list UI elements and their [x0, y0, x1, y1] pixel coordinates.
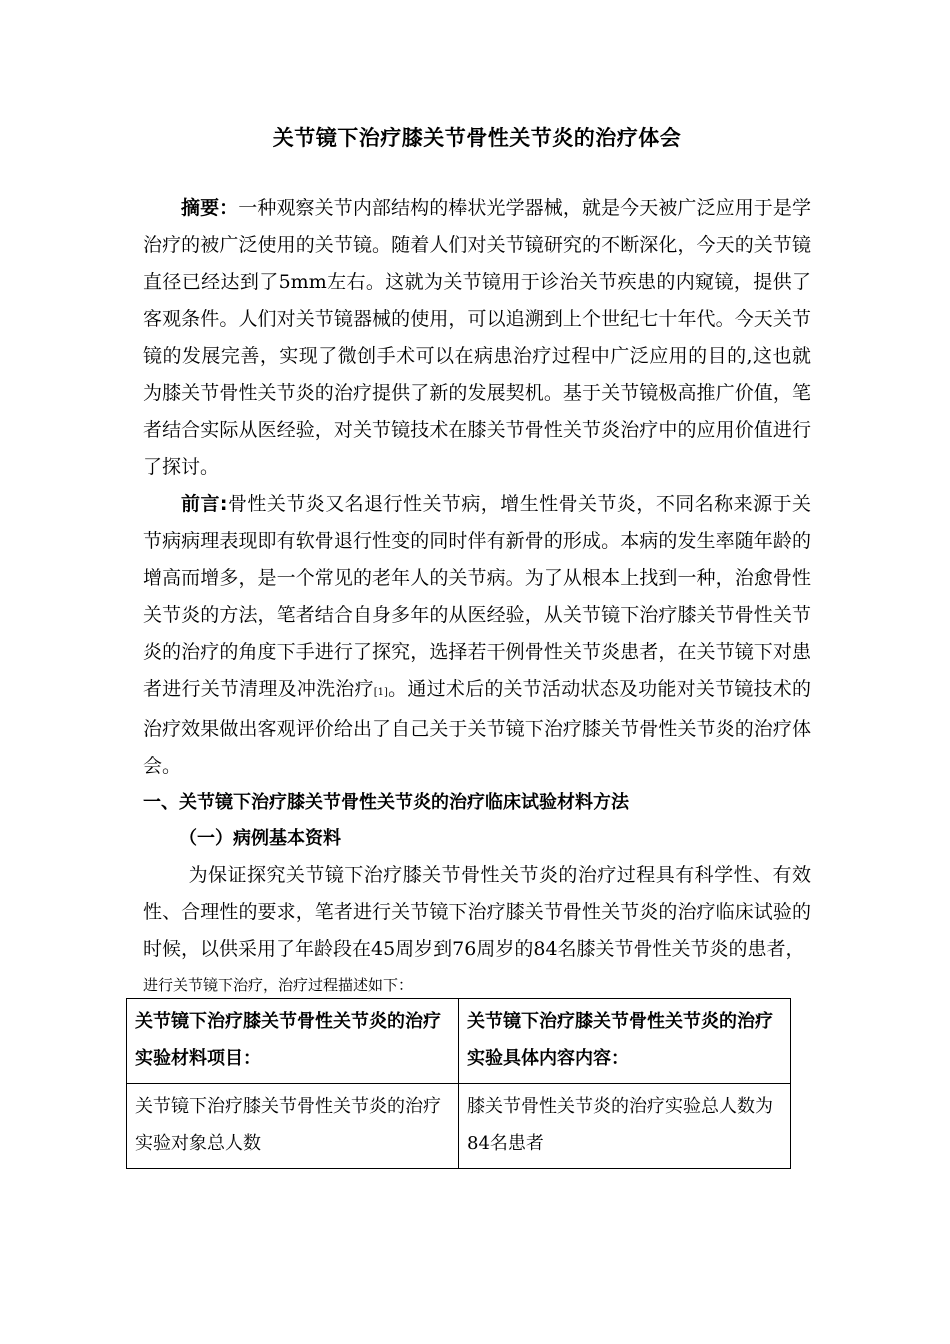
document-title: 关节镜下治疗膝关节骨性关节炎的治疗体会	[272, 126, 682, 150]
subsection-heading: （一）病例基本资料	[179, 828, 341, 849]
preface-label: 前言:	[181, 493, 228, 515]
table-cell: 关节镜下治疗膝关节骨性关节炎的治疗实验对象总人数	[127, 1084, 459, 1169]
table-header-cell: 关节镜下治疗膝关节骨性关节炎的治疗实验材料项目：	[127, 999, 459, 1084]
citation-ref: [1]	[373, 687, 388, 698]
section-small-line: 进行关节镜下治疗，治疗过程描述如下：	[143, 976, 414, 994]
preface-text-end: 。通过术后的关节活动状态及功能对关节镜技术的治疗效果做出客观评价给出了自己关于关节镜下治疗膝关节骨性关节炎的治疗体会。	[143, 678, 811, 777]
section-heading: 一、关节镜下治疗膝关节骨性关节炎的治疗临床试验材料方法	[143, 792, 629, 813]
abstract-paragraph	[143, 190, 811, 486]
preface-paragraph	[143, 486, 811, 785]
table-row	[127, 1084, 791, 1169]
section-paragraph: 为保证探究关节镜下治疗膝关节骨性关节炎的治疗过程具有科学性、有效性、合理性的要求，笔者进行关节镜下治疗膝关节骨性关节炎的治疗临床试验的时候，以供采用了年龄段在45周岁到76周岁的84名膝关节骨性关节炎的患者，	[143, 864, 811, 960]
abstract-text: 一种观察关节内部结构的棒状光学器械，就是今天被广泛应用于是学治疗的被广泛使用的关节镜。随着人们对关节镜研究的不断深化，今天的关节镜直径已经达到了5mm左右。这就为关节镜用于诊治关节疾患的内窥镜，提供了客观条件。人们对关节镜器械的使用，可以追溯到上个世纪七十年代。今天关节镜的发展完善，实现了微创手术可以在病患治疗过程中广泛应用的目的,这也就为膝关节骨性关节炎的治疗提供了新的发展契机。基于关节镜极高推广价值，笔者结合实际从医经验，对关节镜技术在膝关节骨性关节炎治疗中的应用价值进行了探讨。	[143, 197, 811, 478]
table-cell: 膝关节骨性关节炎的治疗实验总人数为84名患者	[459, 1084, 791, 1169]
table-header-cell: 关节镜下治疗膝关节骨性关节炎的治疗实验具体内容内容：	[459, 999, 791, 1084]
table-header-row	[127, 999, 791, 1084]
materials-table	[126, 998, 791, 1169]
abstract-label: 摘要：	[181, 197, 239, 219]
preface-text: 骨性关节炎又名退行性关节病，增生性骨关节炎，不同名称来源于关节病病理表现即有软骨退行性变的同时伴有新骨的形成。本病的发生率随年龄的增高而增多，是一个常见的老年人的关节病。为了从根本上找到一种，治愈骨性关节炎的方法，笔者结合自身多年的从医经验，从关节镜下治疗膝关节骨性关节炎的治疗的角度下手进行了探究，选择若干例骨性关节炎患者，在关节镜下对患者进行关节清理及冲洗治疗	[143, 493, 811, 700]
document-page	[143, 118, 811, 1002]
